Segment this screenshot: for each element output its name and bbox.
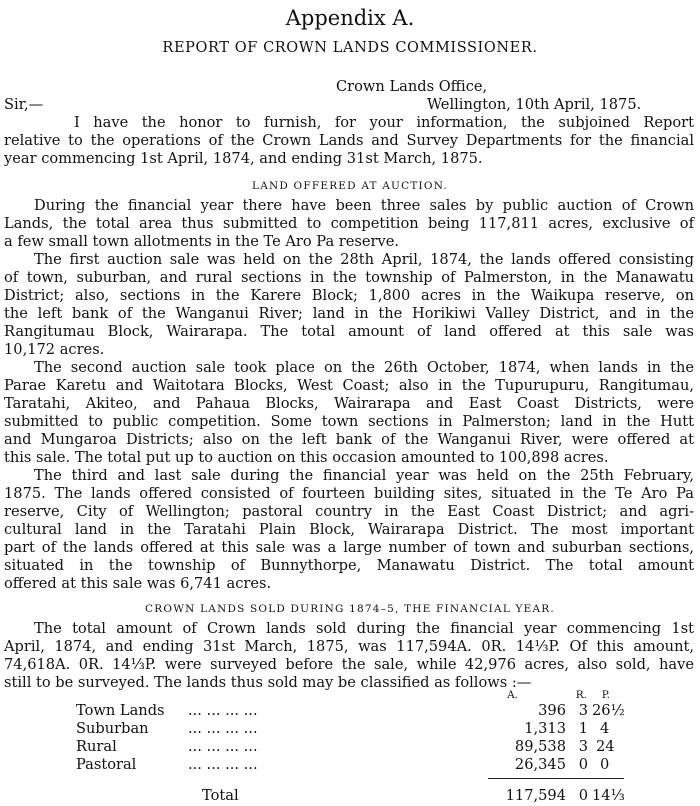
- total-label: Total: [202, 787, 239, 804]
- body-line: District; also, sections in the Karere Block; 1,800 acres in the Waikupa reserve, on: [4, 287, 694, 304]
- roods-value: 3: [578, 738, 588, 755]
- body-line: offered at this sale was 6,741 acres.: [4, 575, 272, 592]
- intro-line: relative to the operations of the Crown Lands and Survey Departments for the financial: [4, 132, 694, 149]
- body-line: situated in the township of Bunnythorpe, Manawatu District. The total amount: [4, 557, 694, 574]
- appendix-title: Appendix A.: [285, 6, 415, 30]
- body-line: The second auction sale took place on the 26th October, 1874, when lands in the: [34, 359, 694, 376]
- body-line: 1875. The lands offered consisted of fourteen building sites, situated in the Te Aro Pa: [4, 485, 694, 502]
- acres-value: 26,345: [514, 756, 566, 773]
- body-line: 10,172 acres.: [4, 341, 105, 358]
- roods-value: 3: [578, 702, 588, 719]
- row-leader: ... ... ... ...: [188, 702, 258, 719]
- body-line: April, 1874, and ending 31st March, 1875, was 117,594A. 0R. 14⅓P. Of this amount,: [4, 638, 694, 655]
- salutation: Sir,—: [4, 96, 44, 113]
- total-perches: 14⅓: [592, 787, 625, 804]
- col-header-perches: P.: [601, 689, 610, 701]
- body-line: submitted to public competition. Some town sections in Palmerston; land in the Hutt: [4, 413, 694, 430]
- perches-value: 24: [596, 738, 615, 755]
- body-line: of town, suburban, and rural sections in the township of Palmerston, in the Manawatu: [4, 269, 694, 286]
- body-line: and Mungaroa Districts; also on the left bank of the Wanganui River, were offered at: [4, 431, 694, 448]
- section-heading-auction: LAND OFFERED AT AUCTION.: [252, 180, 448, 192]
- place-date: Wellington, 10th April, 1875.: [427, 96, 642, 113]
- section-heading-sold: CROWN LANDS SOLD DURING 1874–5, THE FINANCIAL YEAR.: [145, 603, 555, 615]
- body-line: Lands, the total area thus submitted to competition being 117,811 acres, exclusive of: [4, 215, 694, 232]
- total-acres: 117,594: [505, 787, 566, 804]
- body-line: a few small town allotments in the Te Aro Pa reserve.: [4, 233, 400, 250]
- body-line: Taratahi, Akiteo, and Pahaua Blocks, Wairarapa and East Coast Districts, were: [4, 395, 694, 412]
- body-line: Rangitumau Block, Wairarapa. The total amount of land offered at this sale was: [4, 323, 694, 340]
- intro-line: year commencing 1st April, 1874, and ending 31st March, 1875.: [4, 150, 483, 167]
- total-rule: [488, 778, 624, 779]
- row-leader: ... ... ... ...: [188, 756, 258, 773]
- roods-value: 1: [578, 720, 588, 737]
- roods-value: 0: [578, 756, 588, 773]
- body-line: this sale. The total put up to auction on this occasion amounted to 100,898 acres.: [4, 449, 609, 466]
- acres-value: 1,313: [524, 720, 566, 737]
- total-roods: 0: [578, 787, 588, 804]
- perches-value: 0: [600, 756, 610, 773]
- body-line: 74,618A. 0R. 14⅓P. were surveyed before the sale, while 42,976 acres, also sold, have: [4, 656, 694, 673]
- row-label: Pastoral: [76, 756, 137, 773]
- row-label: Rural: [76, 738, 117, 755]
- body-line: part of the lands offered at this sale was a large number of town and suburban sections,: [4, 539, 694, 556]
- intro-line: I have the honor to furnish, for your information, the subjoined Report: [74, 114, 694, 131]
- body-line: cultural land in the Taratahi Plain Block, Wairarapa District. The most important: [4, 521, 694, 538]
- row-label: Suburban: [76, 720, 149, 737]
- body-line: The third and last sale during the financial year was held on the 25th February,: [34, 467, 694, 484]
- body-line: Parae Karetu and Waitotara Blocks, West Coast; also in the Tupurupuru, Rangitumau,: [4, 377, 694, 394]
- body-line: still to be surveyed. The lands thus sold may be classified as follows :—: [4, 674, 532, 691]
- perches-value: 4: [600, 720, 610, 737]
- body-line: the left bank of the Wanganui River; land in the Horikiwi Valley District, and in the: [4, 305, 694, 322]
- office-line: Crown Lands Office,: [336, 78, 488, 95]
- report-title: REPORT OF CROWN LANDS COMMISSIONER.: [162, 40, 538, 56]
- row-leader: ... ... ... ...: [188, 720, 258, 737]
- body-line: reserve, City of Wellington; pastoral country in the East Coast District; and agri-: [4, 503, 694, 520]
- row-leader: ... ... ... ...: [188, 738, 258, 755]
- perches-value: 26½: [592, 702, 625, 719]
- acres-value: 89,538: [514, 738, 566, 755]
- col-header-acres: A.: [507, 689, 518, 701]
- col-header-roods: R.: [575, 689, 587, 701]
- acres-value: 396: [538, 702, 566, 719]
- body-line: The total amount of Crown lands sold during the financial year commencing 1st: [34, 620, 694, 637]
- body-line: During the financial year there have been three sales by public auction of Crown: [34, 197, 694, 214]
- row-label: Town Lands: [76, 702, 165, 719]
- body-line: The first auction sale was held on the 28th April, 1874, the lands offered consisting: [34, 251, 694, 268]
